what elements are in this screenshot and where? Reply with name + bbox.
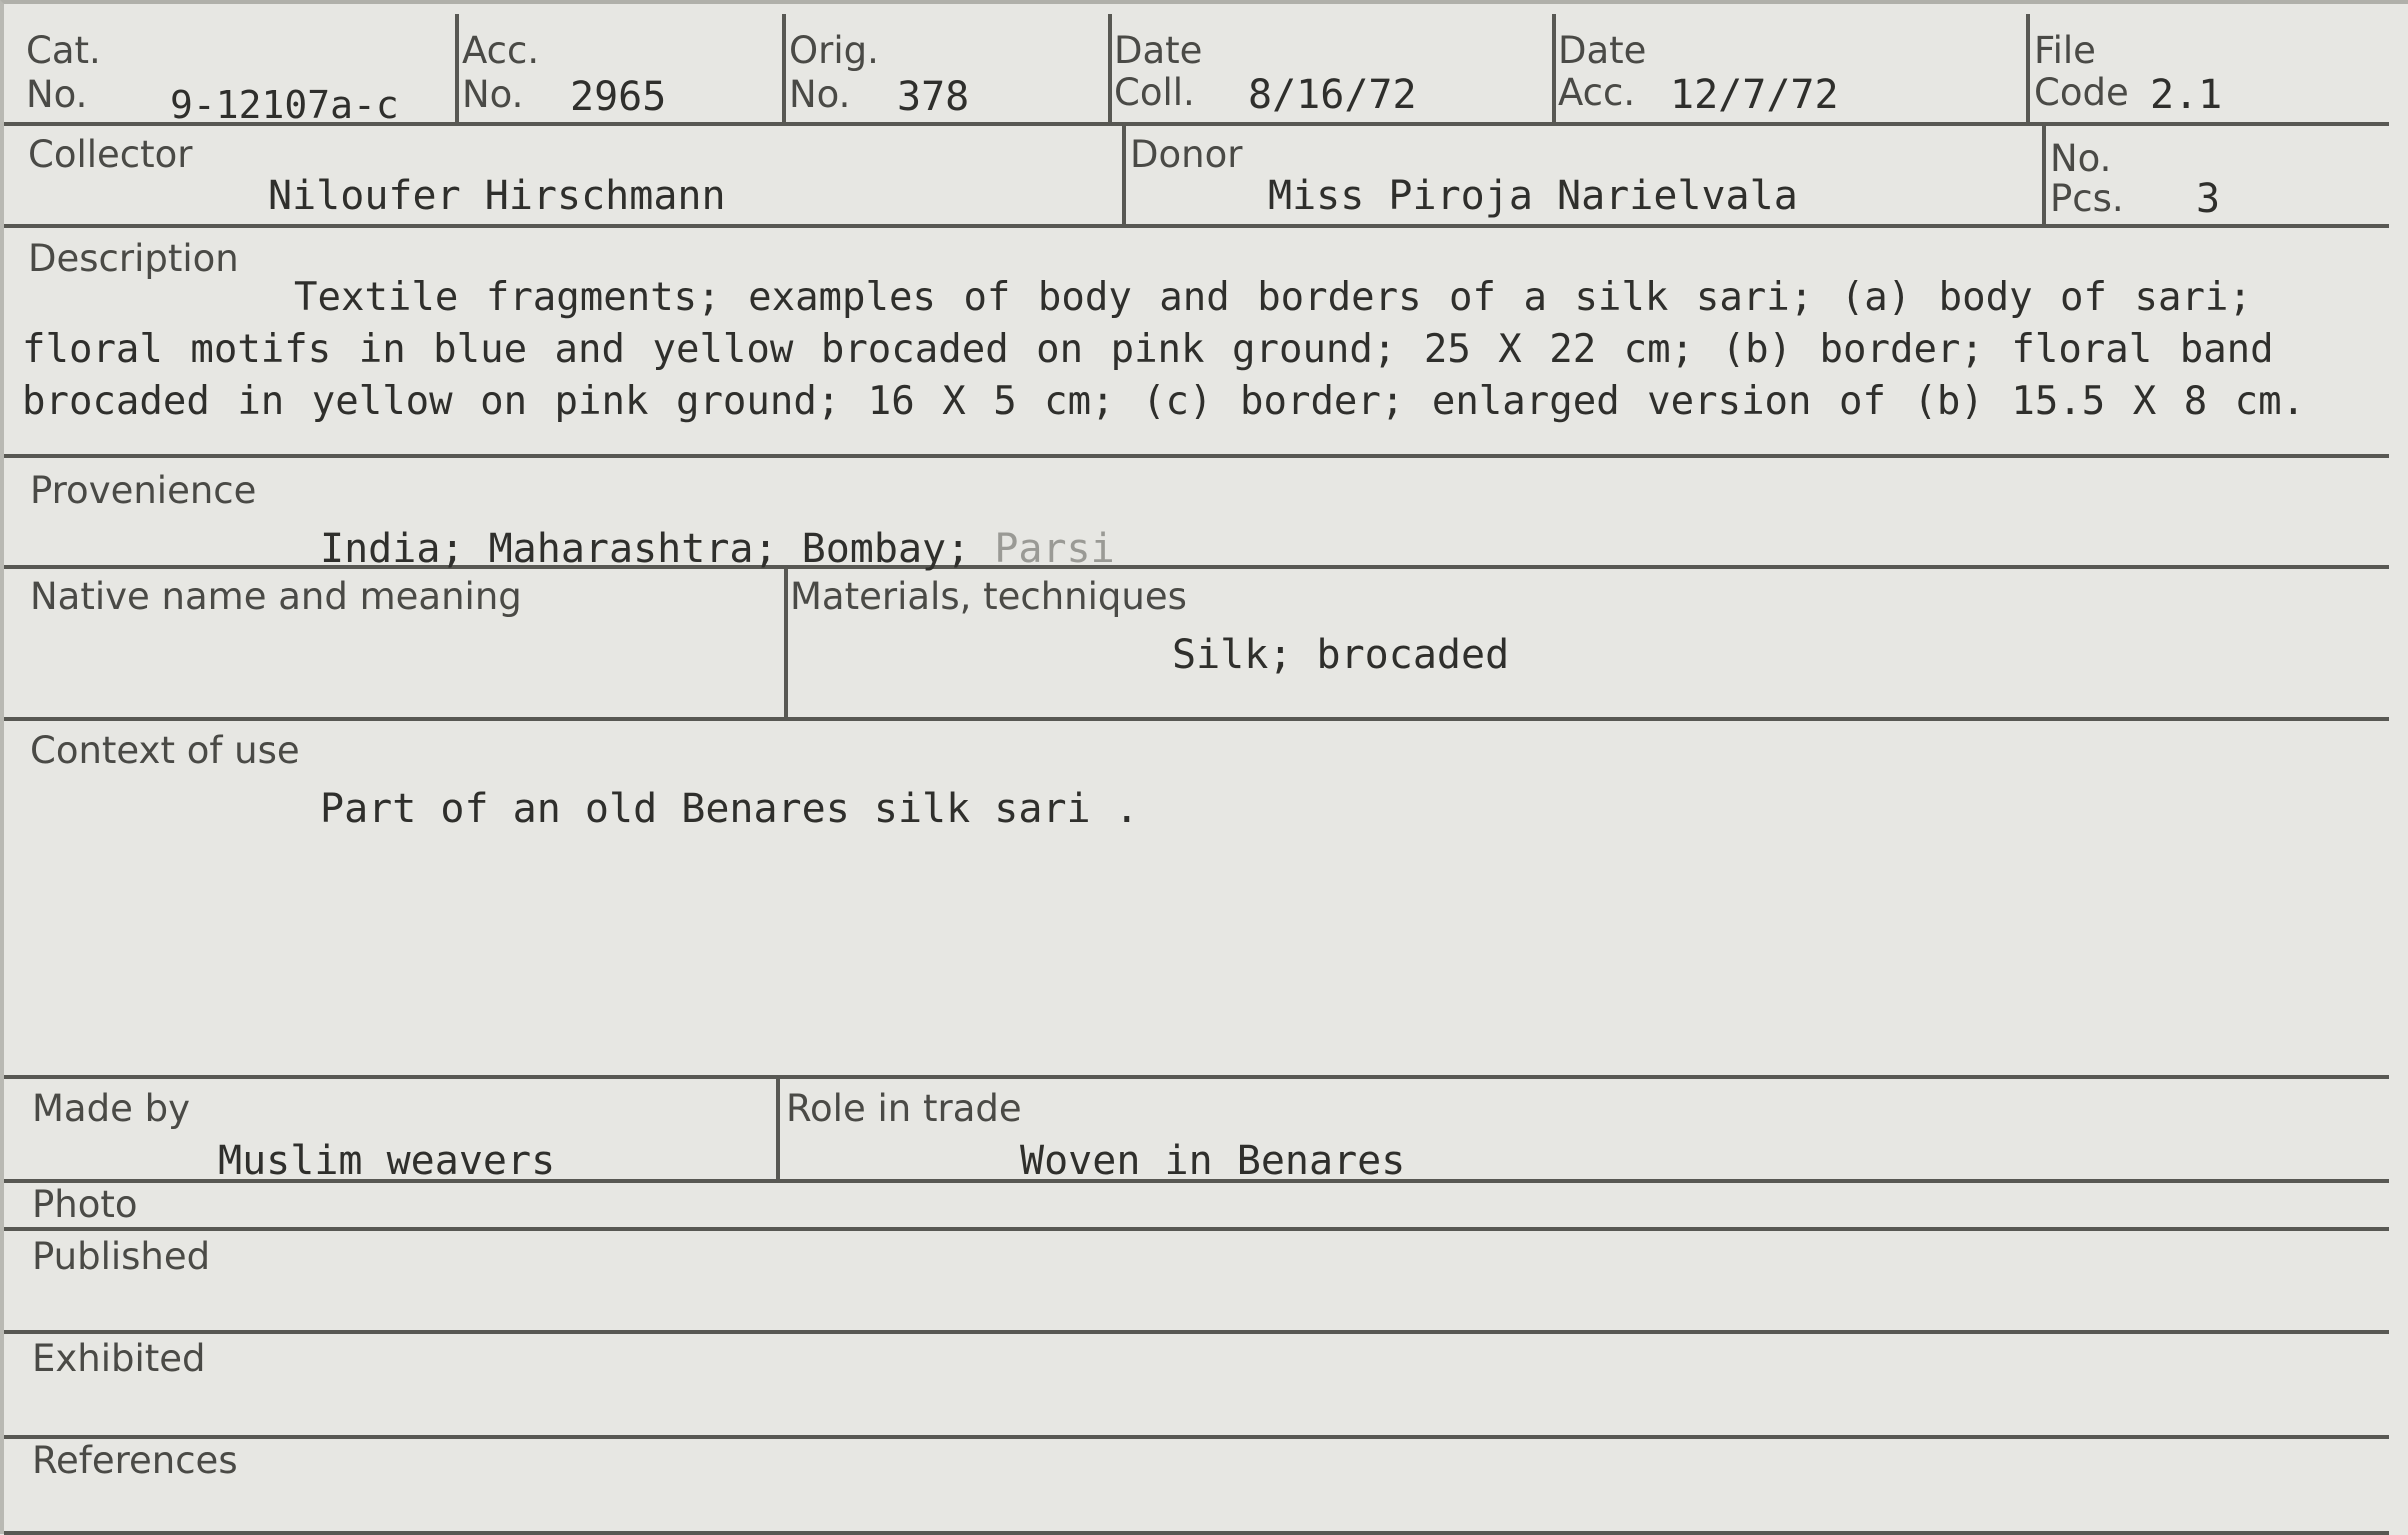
original-label-1: Orig.	[789, 29, 879, 72]
accession-label-1: Acc.	[462, 29, 540, 72]
pieces-label-1: No.	[2050, 137, 2112, 180]
published-label: Published	[32, 1235, 211, 1278]
donor-name: Miss Piroja Narielvala	[1268, 173, 1798, 219]
rule-cat-acc	[455, 14, 459, 124]
references-label: References	[32, 1439, 238, 1482]
rule-donor-pieces	[2042, 124, 2046, 226]
collector-label: Collector	[28, 133, 193, 176]
context-value: Part of an old Benares silk sari .	[320, 786, 1139, 832]
provenience-faint-text: Parsi	[994, 526, 1115, 572]
context-label: Context of use	[30, 729, 300, 772]
rule-native-materials	[784, 567, 788, 719]
rule-madeby-role	[776, 1077, 780, 1181]
rule-published-bottom	[4, 1330, 2389, 1334]
date-accessioned: 12/7/72	[1670, 72, 1839, 118]
original-number: 378	[897, 74, 970, 120]
date-accessioned-label-1: Date	[1558, 29, 1647, 72]
file-code-label-1: File	[2034, 29, 2096, 72]
rule-native-name-bottom	[4, 717, 2389, 721]
rule-datecoll-dateacc	[1552, 14, 1556, 124]
rule-acc-orig	[782, 14, 786, 124]
rule-exhibited-bottom	[4, 1435, 2389, 1439]
description-label: Description	[28, 237, 239, 280]
rule-orig-datecoll	[1108, 14, 1112, 124]
provenience-text: India; Maharashtra; Bombay;	[320, 526, 971, 572]
description-text: Textile fragments; examples of body and borders of a silk sari; (a) body of sari; floral motifs in blue and yellow brocaded on pink ground; 25 X 22 cm; (b) border; floral band brocaded in yellow on pink ground; 16 X 5 cm; (c) border; enlarged version of (b) 15.5 X 8 cm.	[22, 275, 2306, 424]
rule-collector-donor	[1122, 124, 1126, 226]
rule-dateacc-file	[2026, 14, 2030, 124]
rule-description-bottom	[4, 454, 2389, 458]
date-collected-label-1: Date	[1114, 29, 1203, 72]
photo-label: Photo	[32, 1183, 138, 1226]
catalog-label-2: No.	[26, 73, 88, 116]
collector-name: Niloufer Hirschmann	[268, 173, 726, 219]
accession-number: 2965	[570, 74, 667, 120]
original-label-2: No.	[789, 73, 851, 116]
file-code-label-2: Code	[2034, 71, 2129, 114]
made-by-label: Made by	[32, 1087, 190, 1130]
catalog-label-1: Cat.	[26, 29, 101, 72]
materials-value: Silk; brocaded	[1172, 632, 1510, 678]
donor-label: Donor	[1130, 133, 1243, 176]
provenience-value	[320, 524, 1115, 574]
materials-label: Materials, techniques	[790, 575, 1187, 618]
rule-context-bottom	[4, 1075, 2389, 1079]
provenience-label: Provenience	[30, 469, 257, 512]
exhibited-label: Exhibited	[32, 1337, 206, 1380]
made-by-value: Muslim weavers	[218, 1138, 556, 1184]
date-accessioned-label-2: Acc.	[1558, 71, 1636, 114]
rule-collector-bottom	[4, 224, 2389, 228]
role-in-trade-label: Role in trade	[786, 1087, 1022, 1130]
date-collected-label-2: Coll.	[1114, 71, 1195, 114]
native-name-label: Native name and meaning	[30, 575, 522, 618]
file-code: 2.1	[2150, 72, 2223, 118]
role-in-trade-value: Woven in Benares	[1020, 1138, 1406, 1184]
date-collected: 8/16/72	[1248, 72, 1417, 118]
accession-label-2: No.	[462, 73, 524, 116]
rule-photo-bottom	[4, 1227, 2389, 1231]
pieces-count: 3	[2196, 176, 2221, 222]
catalog-number: 9-12107a-c	[170, 83, 399, 127]
pieces-label-2: Pcs.	[2050, 177, 2124, 220]
rule-references-bottom	[4, 1531, 2389, 1535]
